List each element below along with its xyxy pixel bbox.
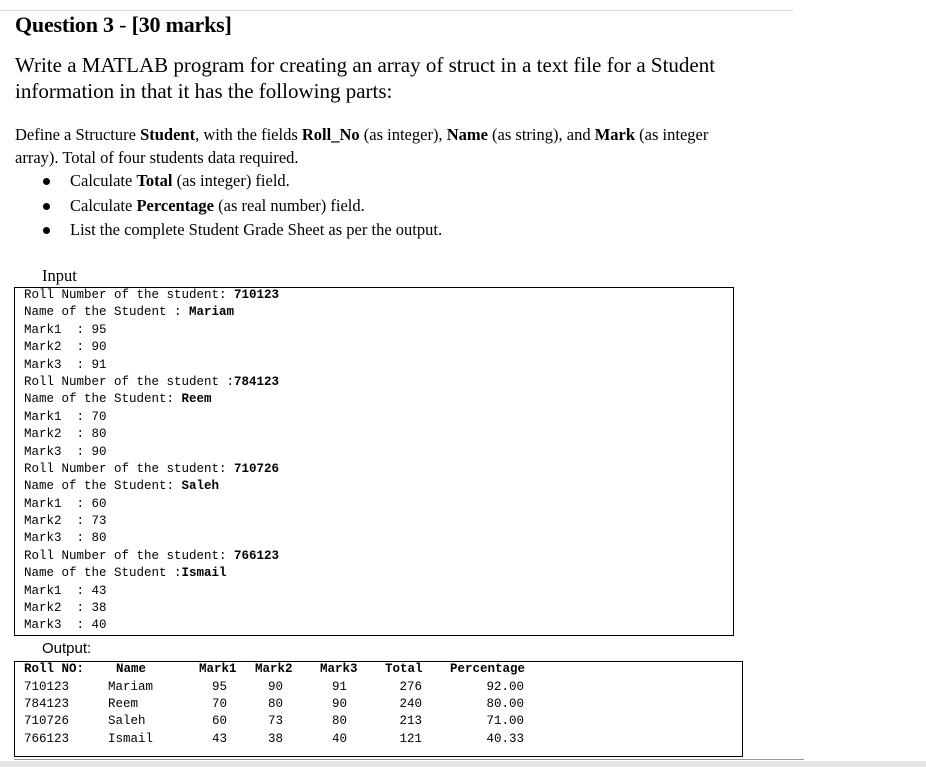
bullet-text: (as integer) field. [172,171,290,190]
input-line [24,548,279,565]
output-grade-sheet [14,661,743,757]
input-value: Reem [181,392,212,407]
table-cell: 40 [332,731,348,746]
table-cell: 80.00 [486,696,525,711]
table-cell: 43 [212,731,228,746]
input-value: Mariam [189,305,235,320]
input-line [24,496,279,513]
input-line [24,444,279,461]
input-label: Name of the Student : [24,566,182,581]
input-value: 38 [91,601,107,616]
table-cell: 60 [212,714,228,729]
table-cell: 90 [268,679,284,694]
input-label: Mark3 : [24,531,92,546]
column-header: Mark2 [255,662,293,676]
input-label: Name of the Student: [24,392,182,407]
table-cell: 38 [268,731,284,746]
input-label: Mark2 : [24,340,92,355]
question-heading [15,12,232,38]
table-cell: 92.00 [486,679,525,694]
input-label: Mark2 : [24,427,92,442]
input-value: 95 [91,322,107,337]
input-line [24,287,279,304]
table-cell: Ismail [108,731,154,746]
input-value: 73 [91,514,107,529]
define-bold-student: Student [140,125,196,144]
input-line [24,322,279,339]
bullet-text: Calculate [70,171,137,190]
heading-separator: - [113,12,132,37]
table-cell: 784123 [24,696,70,711]
input-value: 784123 [234,374,280,389]
bullet-bold: Percentage [136,195,215,215]
table-cell: 80 [332,714,348,729]
bottom-scroll-edge [0,761,926,767]
input-line [24,530,279,547]
input-value: 766123 [234,548,280,563]
table-row [15,713,742,730]
input-label: Roll Number of the student: [24,288,235,302]
input-line [24,478,279,495]
input-value: 90 [91,340,107,355]
bottom-divider [14,759,804,760]
table-cell: Saleh [108,714,146,729]
table-cell: 70 [212,696,228,711]
bullet-icon [43,203,50,210]
input-value: 60 [91,496,107,511]
input-label: Name of the Student: [24,479,182,494]
input-label: Mark1 : [24,322,92,337]
define-text-3: (as integer), [359,125,447,144]
table-cell: 73 [268,714,284,729]
input-line [24,374,279,391]
input-value: 80 [91,531,107,546]
table-cell: 710726 [24,714,70,729]
table-row [15,696,742,713]
define-text-5: (as integer array). Total of four students data required. [15,125,709,167]
input-label: Roll Number of the student: [24,461,235,476]
input-value: Ismail [181,566,227,581]
bullet-icon [43,227,50,234]
table-cell: 710123 [24,679,70,694]
column-header: Percentage [450,662,526,676]
input-line [24,600,279,617]
input-label: Mark3 : [24,357,92,372]
define-text-4: (as string), and [487,125,595,144]
table-header-row [15,661,742,678]
input-label: Name of the Student : [24,305,190,320]
input-line [24,339,279,356]
input-label: Roll Number of the student : [24,374,235,389]
list-item [40,195,442,220]
column-header: Mark1 [199,662,237,676]
table-cell: 71.00 [486,714,525,729]
input-sample-box [14,287,734,636]
input-value: 43 [91,583,107,598]
bullet-icon [43,178,50,185]
define-bold-rollno: Roll_No [301,125,360,144]
input-label: Mark1 : [24,583,92,598]
list-item [40,219,442,244]
input-line [24,617,279,634]
table-cell: 276 [399,679,423,694]
table-cell: 95 [212,679,228,694]
input-line [24,391,279,408]
input-label: Mark2 : [24,601,92,616]
table-cell: 213 [399,714,423,729]
table-cell: 766123 [24,731,70,746]
define-bold-mark: Mark [594,125,636,144]
table-cell: 40.33 [486,731,525,746]
table-cell: 90 [332,696,348,711]
define-text-2: , with the fields [195,125,302,144]
column-header: Roll NO: [24,662,85,676]
input-lines [24,287,279,635]
input-label: Mark2 : [24,514,92,529]
output-caption: Output: [42,640,92,657]
question-number: Question 3 [15,12,114,37]
input-label: Roll Number of the student: [24,548,235,563]
input-line [24,583,279,600]
input-line [24,565,279,582]
define-bold-name: Name [446,125,488,144]
input-line [24,357,279,374]
input-value: 70 [91,409,107,424]
input-caption: Input [42,266,77,285]
input-value: 80 [91,427,107,442]
bullet-text: Calculate [70,195,137,215]
structure-definition [15,123,755,169]
table-cell: 91 [332,679,348,694]
input-line [24,513,279,530]
input-label: Mark1 : [24,409,92,424]
bullet-text: List the complete Student Grade Sheet as per the output. [70,220,443,239]
input-value: Saleh [181,479,220,494]
input-value: 90 [91,444,107,459]
input-label: Mark3 : [24,444,92,459]
table-cell: 240 [399,696,423,711]
column-header: Mark3 [320,662,358,676]
table-cell: 80 [268,696,284,711]
input-value: 710123 [234,288,280,302]
table-row [15,731,742,748]
column-header: Name [116,662,147,676]
input-value: 710726 [234,461,280,476]
bullet-bold: Total [136,171,173,190]
table-cell: 121 [399,731,423,746]
input-line [24,426,279,443]
input-label: Mark3 : [24,618,92,633]
question-prompt: Write a MATLAB program for creating an array of struct in a text file for a Student information in that it has the following parts: [15,53,716,103]
list-item [40,170,442,195]
table-cell: Mariam [108,679,154,694]
table-cell: Reem [108,696,139,711]
question-marks: [30 marks] [131,12,232,37]
input-value: 91 [91,357,107,372]
define-text-1: Define a Structure [15,125,141,144]
input-line [24,409,279,426]
table-row [15,679,742,696]
bullet-text: (as real number) field. [214,195,365,215]
column-header: Total [385,662,423,676]
input-line [24,304,279,321]
input-value: 40 [91,618,107,633]
requirements-list [40,170,442,244]
input-line [24,461,279,478]
input-label: Mark1 : [24,496,92,511]
top-divider [0,10,793,11]
